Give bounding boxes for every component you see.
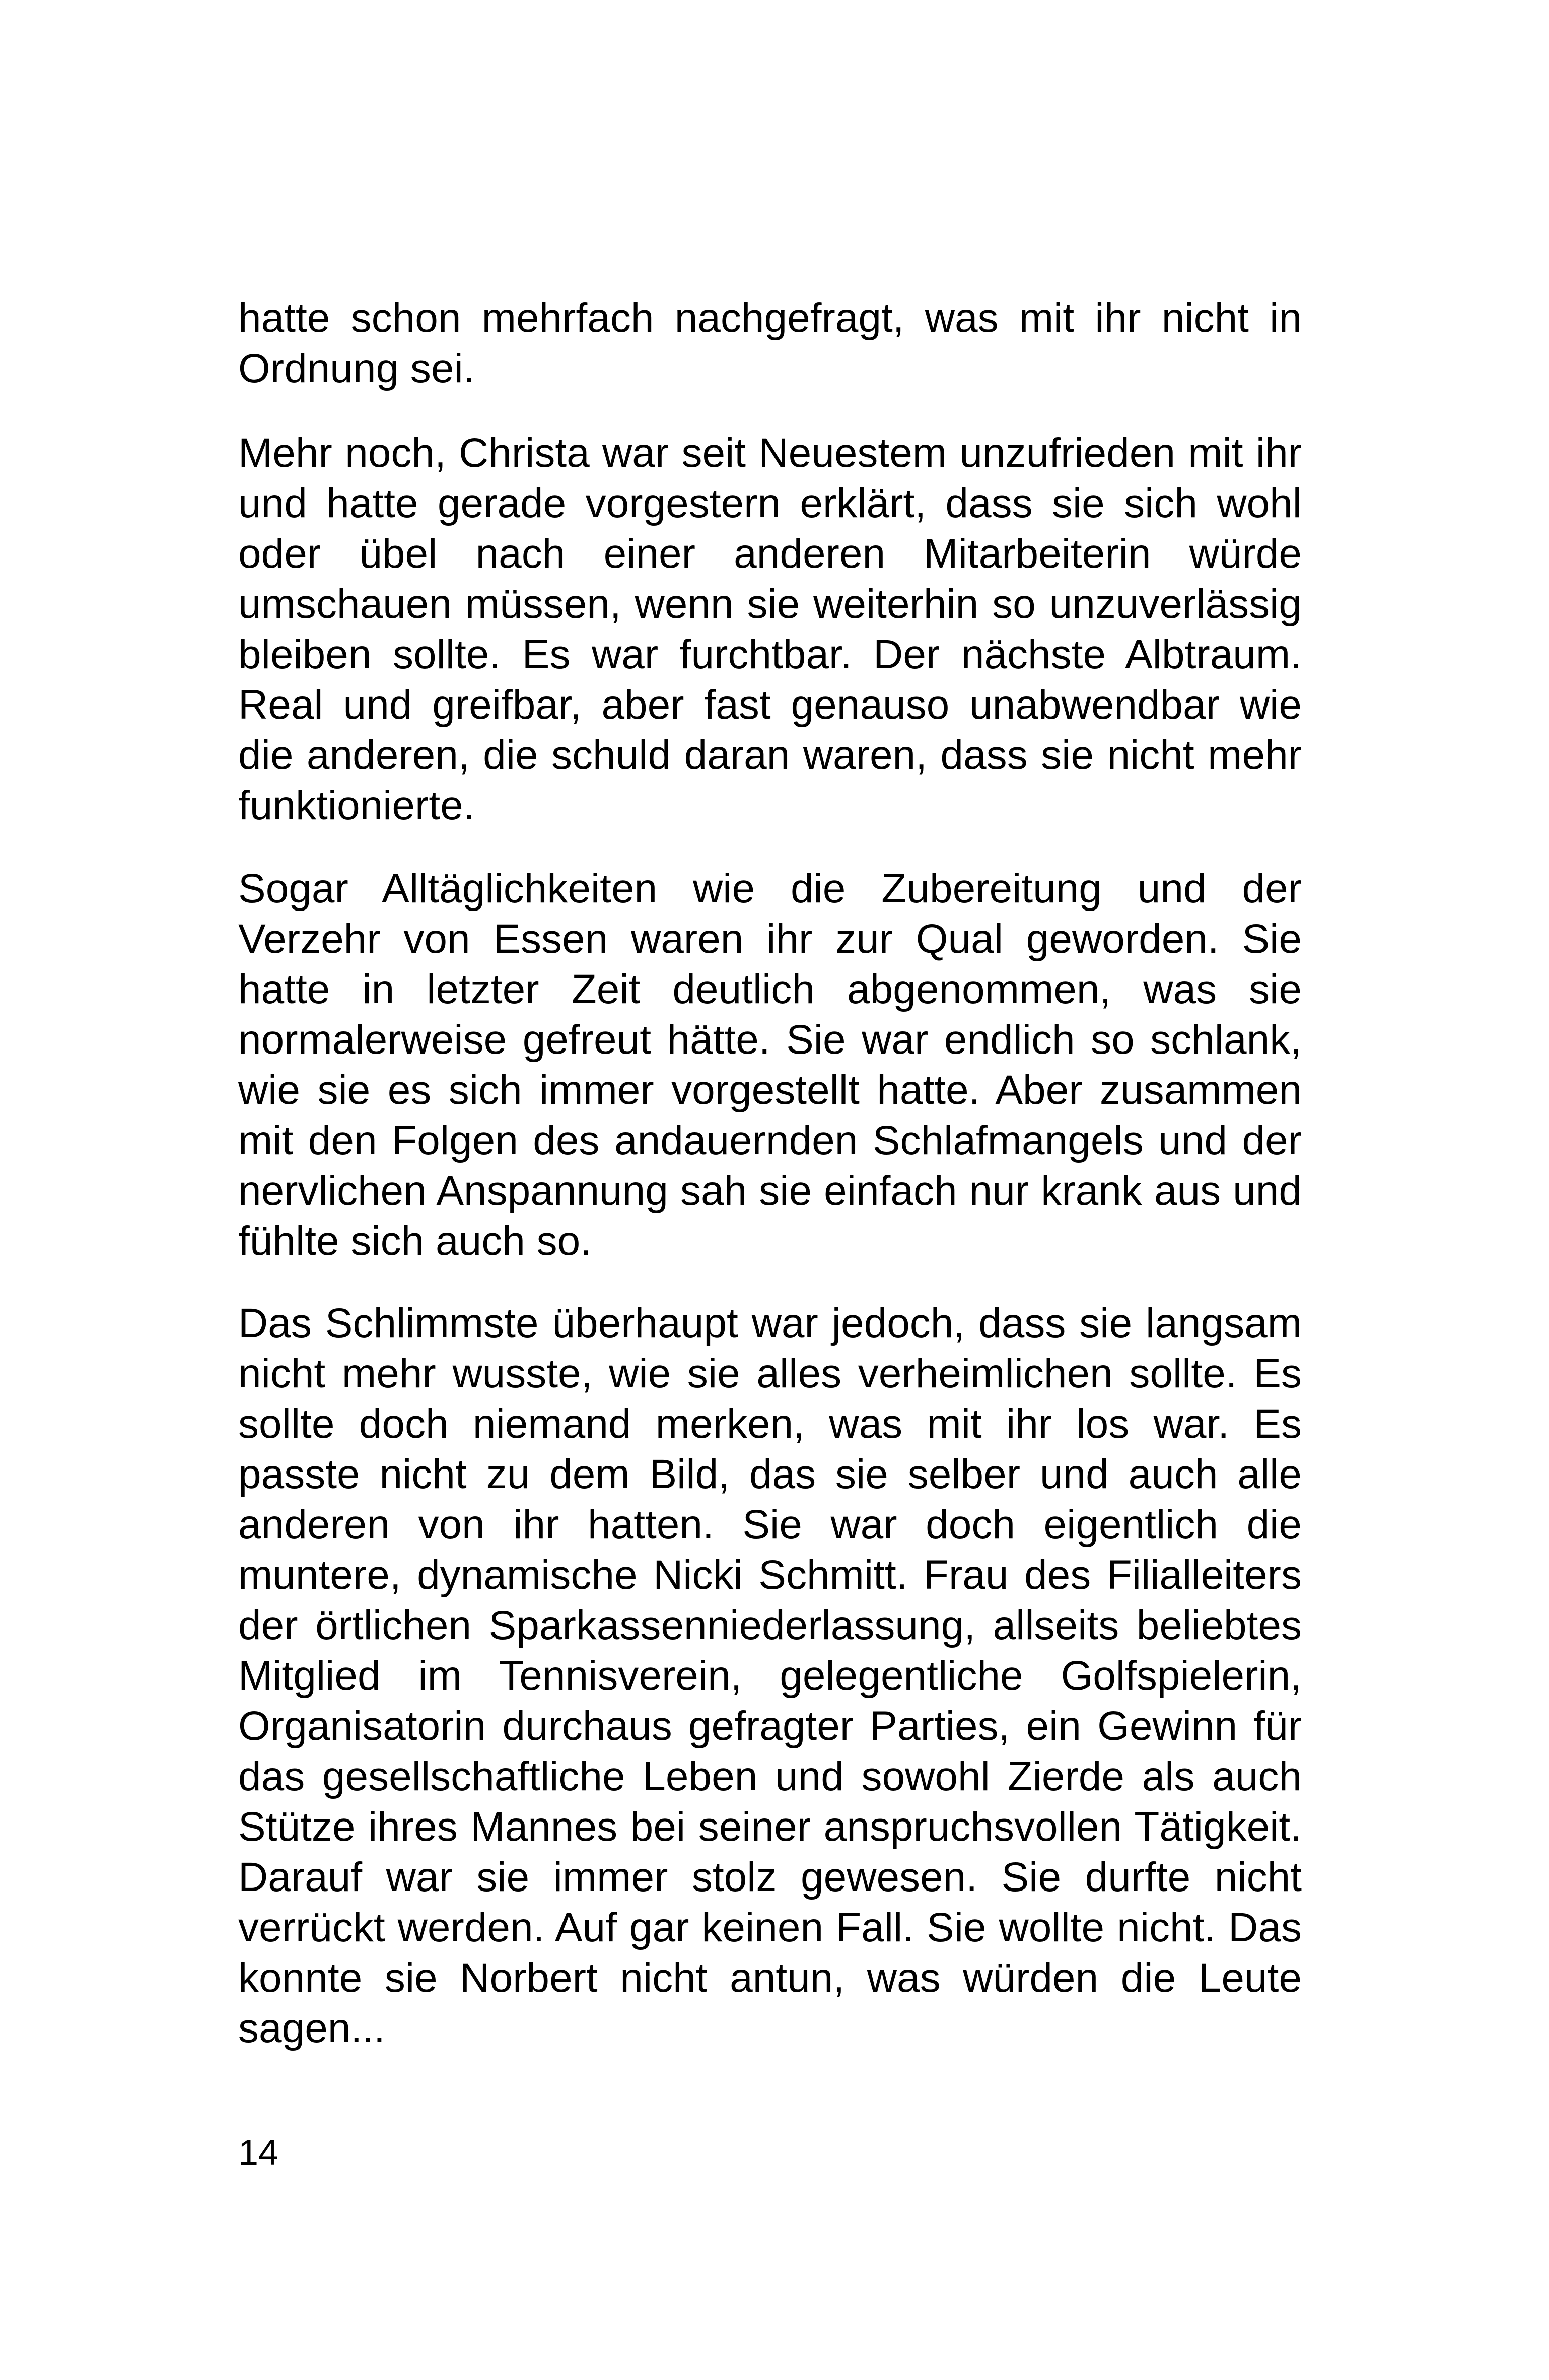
paragraph-4: Das Schlimmste überhaupt war jedoch, dass sie langsam nicht mehr wusste, wie sie alles verheimlichen sollte. Es sollte doch niemand merken, was mit ihr los war. Es passte nicht zu dem Bild, das sie selber und auch alle anderen von ihr hatten. Sie war doch eigentlich die muntere, dynamische Nicki Schmitt. Frau des Filialleiters der örtlichen Sparkassenniederlassung, allseits beliebtes Mitglied im Tennisverein, gelegentliche Golfspielerin, Organisatorin durchaus gefragter Parties, ein Gewinn für das gesellschaftliche Leben und sowohl Zierde als auch Stütze ihres Mannes bei seiner anspruchsvollen Tätigkeit. Darauf war sie immer stolz gewesen. Sie durfte nicht verrückt werden. Auf gar keinen Fall. Sie wollte nicht. Das konnte sie Norbert nicht antun, was würden die Leute sagen... bbox=[238, 1300, 1302, 2051]
paragraph-2: Mehr noch, Christa war seit Neuestem unzufrieden mit ihr und hatte gerade vorgestern erklärt, dass sie sich wohl oder übel nach einer anderen Mitarbeiterin würde umschauen müssen, wenn sie weiterhin so unzuverlässig bleiben sollte. Es war furchtbar. Der nächste Albtraum. Real und greifbar, aber fast genauso unabwendbar wie die anderen, die schuld daran waren, dass sie nicht mehr funktionierte. bbox=[238, 430, 1302, 828]
paragraph-3: Sogar Alltäglichkeiten wie die Zubereitung und der Verzehr von Essen waren ihr zur Qual geworden. Sie hatte in letzter Zeit deutlich abgenommen, was sie normalerweise gefreut hätte. Sie war endlich so schlank, wie sie es sich immer vorgestellt hatte. Aber zusammen mit den Folgen des andauernden Schlafmangels und der nervlichen Anspannung sah sie einfach nur krank aus und fühlte sich auch so. bbox=[238, 866, 1302, 1264]
page-number: 14 bbox=[238, 2133, 279, 2173]
paragraph-1: hatte schon mehrfach nachgefragt, was mit ihr nicht in Ordnung sei. bbox=[238, 295, 1302, 391]
